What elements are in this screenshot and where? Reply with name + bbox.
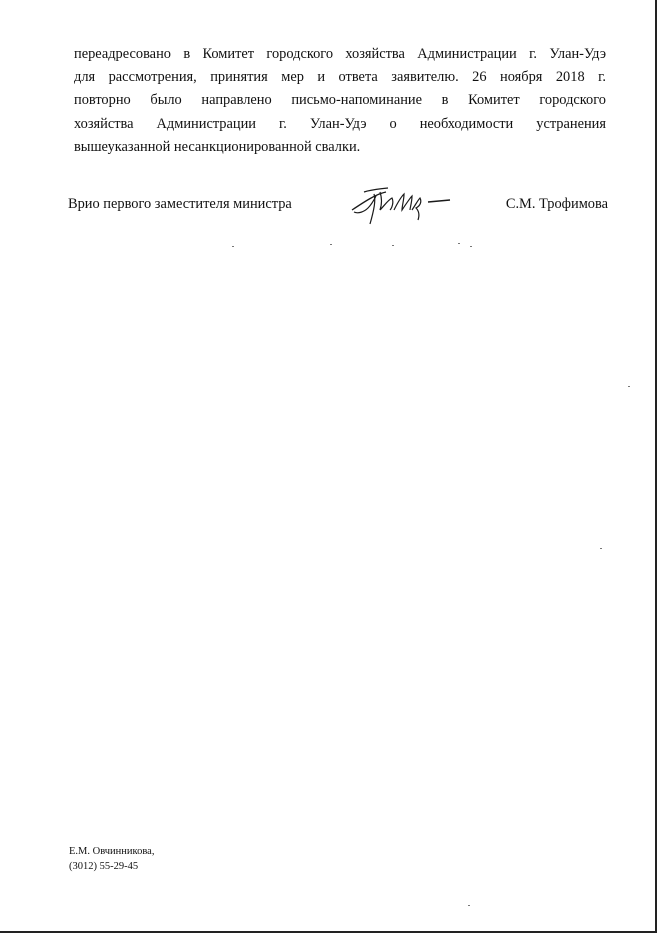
executor-contact bbox=[69, 844, 154, 874]
body-line-5: вышеуказанной несанкционированной свалки. bbox=[74, 138, 361, 155]
scan-speck bbox=[628, 386, 630, 387]
scan-speck bbox=[468, 905, 470, 906]
scan-speck bbox=[600, 548, 602, 549]
executor-phone: (3012) 55-29-45 bbox=[69, 861, 139, 872]
body-line-3: повторно было направлено письмо-напоминание в Комитет городского bbox=[74, 92, 606, 109]
scan-speck bbox=[470, 246, 472, 247]
body-line-1: переадресовано в Комитет городского хозяйства Администрации г. Улан-Удэ bbox=[74, 46, 606, 62]
scan-speck bbox=[392, 245, 394, 246]
executor-name: Е.М. Овчинникова, bbox=[69, 846, 155, 857]
body-line-4: хозяйства Администрации г. Улан-Удэ о необходимости устранения bbox=[74, 115, 606, 132]
scan-speck bbox=[232, 246, 234, 247]
scan-speck bbox=[458, 243, 460, 244]
body-line-2: для рассмотрения, принятия мер и ответа заявителю. 26 ноября 2018 г. bbox=[74, 69, 606, 86]
signature-block bbox=[68, 194, 608, 234]
signatory-name: С.М. Трофимова bbox=[505, 196, 608, 212]
scan-speck bbox=[330, 244, 332, 245]
letter-body bbox=[74, 43, 606, 159]
signatory-position: Врио первого заместителя министра bbox=[68, 196, 292, 212]
handwritten-signature bbox=[346, 180, 456, 230]
